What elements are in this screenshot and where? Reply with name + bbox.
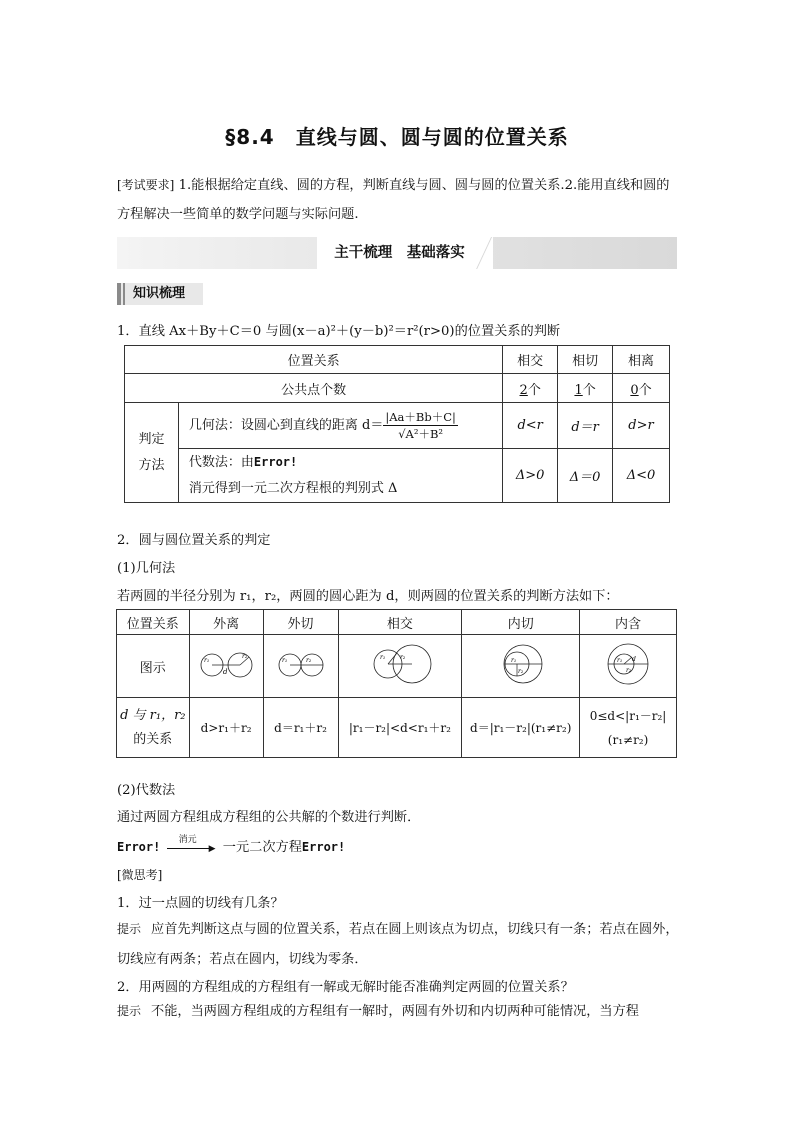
- exam-req-text: 1.能根据给定直线、圆的方程，判断直线与圆、圆与圆的位置关系.2.能用直线和圆的方程解决一些简单的数学问题与实际问题.: [117, 178, 670, 222]
- svg-text:r₂: r₂: [517, 668, 523, 675]
- outer-separate-figure: [193, 639, 259, 689]
- think-a1-label: 提示: [117, 922, 142, 936]
- fig-outer-separate: [189, 635, 263, 698]
- t1-geo-den: √A²＋B²: [398, 427, 444, 441]
- t1-header-relation: 位置关系: [125, 346, 503, 374]
- t2-header-outer-tangent: 外切: [263, 610, 338, 635]
- t1-geo-num: |Aa＋Bb＋C|: [385, 410, 456, 424]
- t2-fig-label: 图示: [117, 635, 190, 698]
- t1-common-points-cell: [503, 374, 558, 403]
- t1-common-points-cell: [558, 374, 613, 403]
- think-q2: 2．用两圆的方程组成的方程组有一解或无解时能否准确判定两圆的位置关系？: [117, 980, 574, 995]
- fig-contain: [580, 635, 677, 698]
- circle-circle-table: [116, 609, 677, 758]
- think-a1-text: 应首先判断这点与圆的位置关系，若点在圆上则该点为切点，切线只有一条；若点在圆外，切线应有两条；若点在圆内，切线为零条．: [117, 922, 679, 967]
- t1-geo-separate: d>r: [613, 403, 670, 449]
- item2-desc: 若两圆的半径分别为 r₁，r₂，两圆的圆心距为 d，则两圆的位置关系的判断方法如下：: [117, 589, 619, 604]
- svg-text:r₂: r₂: [242, 653, 248, 660]
- alg-arrow-label: 消元: [178, 834, 197, 845]
- t2-rel-outer-separate: d>r₁＋r₂: [189, 698, 263, 758]
- t1-cp-tangent: 1: [574, 382, 583, 398]
- t2-header-relation: 位置关系: [117, 610, 190, 635]
- t1-alg-method: [178, 449, 502, 503]
- fig-intersect: [338, 635, 462, 698]
- t1-header-intersect: 相交: [503, 346, 558, 374]
- svg-text:r₂: r₂: [305, 657, 311, 664]
- t1-alg-error: Error!: [253, 455, 298, 469]
- t1-geo-tangent: d＝r: [558, 403, 613, 449]
- t1-judge-label: [125, 403, 179, 503]
- section-tag-label: 知识梳理: [133, 286, 186, 301]
- t2-header-intersect: 相交: [338, 610, 462, 635]
- t1-header-tangent: 相切: [558, 346, 613, 374]
- think-a2-text: 不能，当两圆方程组成的方程组有一解时，两圆有外切和内切两种可能情况，当方程: [151, 1004, 639, 1019]
- svg-text:r₂: r₂: [399, 654, 406, 661]
- exam-req-tag: [考试要求]: [117, 178, 175, 192]
- intersect-figure: [350, 637, 450, 691]
- t1-geo-label: 几何法：设圆心到直线的距离 d＝: [188, 418, 384, 433]
- page-title: §8.4 直线与圆、圆与圆的位置关系: [225, 125, 569, 149]
- item2-heading: 2．圆与圆位置关系的判定: [117, 533, 271, 548]
- t1-unit: 个: [527, 382, 541, 398]
- t1-geo-method: [178, 403, 502, 449]
- think-a1: [117, 914, 682, 975]
- item2-sub1: (1)几何法: [117, 561, 176, 576]
- item2-alg-desc: 通过两圆方程组成方程组的公共解的个数进行判断．: [117, 810, 421, 825]
- section-banner: [117, 237, 677, 269]
- t2-header-contain: 内含: [580, 610, 677, 635]
- svg-text:r₁: r₁: [379, 654, 386, 661]
- t1-geo-fraction: [383, 409, 458, 442]
- t2-rel-intersect: |r₁－r₂|<d<r₁＋r₂: [338, 698, 462, 758]
- t1-alg-intersect: Δ>0: [503, 449, 558, 503]
- think-tag: [微思考]: [117, 868, 163, 882]
- contain-figure: [588, 637, 668, 691]
- t1-cp-intersect: 2: [519, 382, 528, 398]
- banner-title: 主干梳理 基础落实: [317, 237, 482, 269]
- t1-unit: 个: [582, 382, 596, 398]
- t2-rel-label: [117, 698, 190, 758]
- svg-text:r₁: r₁: [510, 657, 516, 664]
- t1-unit: 个: [638, 382, 652, 398]
- line-circle-table: [124, 345, 670, 503]
- section-tag: [117, 283, 203, 305]
- t2-rel-contain: [580, 698, 677, 758]
- t1-judge-label-1: 判定: [138, 431, 165, 447]
- alg-error-2: Error!: [301, 840, 346, 854]
- think-a2-label: 提示: [117, 1004, 142, 1018]
- think-a2: [117, 996, 682, 1026]
- outer-tangent-figure: [268, 639, 334, 689]
- t1-common-points-cell: [613, 374, 670, 403]
- t1-header-separate: 相离: [613, 346, 670, 374]
- t1-geo-intersect: d<r: [503, 403, 558, 449]
- t2-rel-inner-tangent: d＝|r₁－r₂|(r₁≠r₂): [462, 698, 580, 758]
- svg-text:r₁: r₁: [281, 657, 287, 664]
- item2-sub2: (2)代数法: [117, 783, 176, 798]
- t2-header-inner-tangent: 内切: [462, 610, 580, 635]
- t1-judge-label-2: 方法: [138, 457, 165, 473]
- svg-text:d: d: [632, 656, 636, 663]
- exam-requirements: [117, 171, 682, 229]
- t2-header-outer-separate: 外离: [189, 610, 263, 635]
- item1-heading: 1．直线 Ax＋By＋C＝0 与圆(x－a)²＋(y－b)²＝r²(r>0)的位置关系的判断: [117, 324, 561, 339]
- alg-error-1: Error!: [117, 840, 161, 854]
- think-q1: 1．过一点圆的切线有几条？: [117, 896, 284, 911]
- svg-text:d: d: [223, 668, 228, 676]
- item2-alg-line: [117, 836, 345, 856]
- inner-tangent-figure: [476, 637, 566, 691]
- t1-alg-tangent: Δ＝0: [558, 449, 613, 503]
- t1-cp-separate: 0: [630, 382, 639, 398]
- t2-rel-contain-1: 0≤d<|r₁－r₂|: [589, 708, 667, 723]
- t1-alg-separate: Δ<0: [613, 449, 670, 503]
- t2-rel-outer-tangent: d＝r₁＋r₂: [263, 698, 338, 758]
- t1-common-points-label: 公共点个数: [125, 374, 503, 403]
- svg-text:r₂: r₂: [626, 667, 632, 674]
- t1-alg-label1: 代数法：由: [188, 455, 254, 470]
- t2-rel-contain-2: (r₁≠r₂): [607, 732, 649, 747]
- alg-arrow: [165, 834, 219, 855]
- alg-mid: 一元二次方程: [222, 840, 302, 855]
- t2-rel-label-2: 的关系: [133, 731, 173, 747]
- fig-outer-tangent: [263, 635, 338, 698]
- svg-text:r₁: r₁: [204, 657, 210, 664]
- t2-rel-label-1: d 与 r₁，r₂: [120, 707, 186, 723]
- svg-text:r₁: r₁: [617, 657, 623, 664]
- t1-alg-label2: 消元得到一元二次方程根的判别式 Δ: [188, 481, 398, 496]
- arrow-head-icon: ▶: [208, 843, 216, 854]
- fig-inner-tangent: [462, 635, 580, 698]
